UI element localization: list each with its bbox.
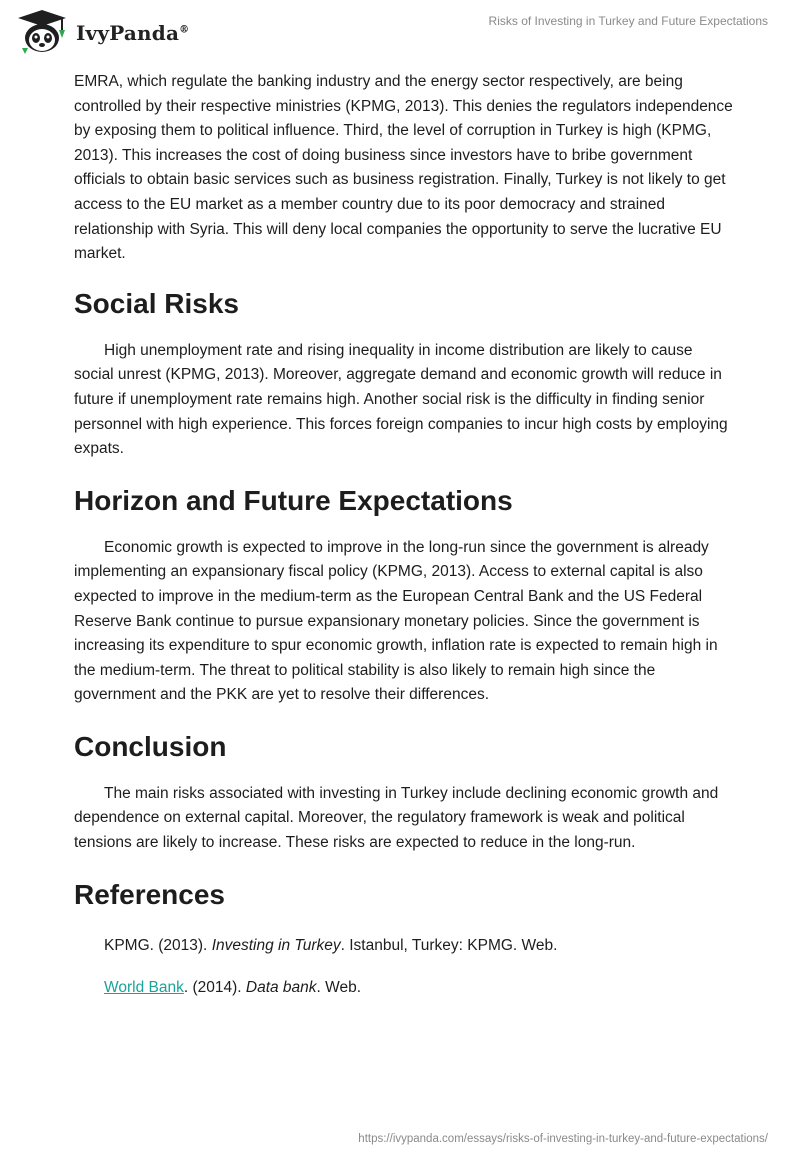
panda-graduation-cap-icon [14,8,70,54]
logo-text: IvyPanda® [76,21,190,45]
section-heading-conclusion: Conclusion [74,730,227,762]
reference-item: World Bank. (2014). Data bank. Web. [104,978,362,996]
footer-source-url: https://ivypanda.com/essays/risks-of-investing-in-turkey-and-future-expectations/ [358,1133,768,1145]
essay-content [74,70,734,1000]
document-title: Risks of Investing in Turkey and Future Expectations [488,14,768,28]
ivypanda-logo[interactable] [14,8,189,54]
reference-item: KPMG. (2013). Investing in Turkey. Istanbul, Turkey: KPMG. Web. [104,936,558,954]
section-heading-horizon: Horizon and Future Expectations [74,484,513,516]
page-header [0,0,800,62]
section-heading-references: References [74,878,225,910]
section-heading-social-risks: Social Risks [74,287,239,319]
intro-paragraph: EMRA, which regulate the banking industry and the energy sector respectively, are being controlled by their respective ministries (KPMG, 2013). This denies the regulators independence by exposing them to political influence. Third, the level of corruption in Turkey is high (KPMG, 2013). This increases the cost of doing business since investors have to bribe government officials to obtain basic services such as business registration. Finally, Turkey is not likely to get access to the EU market as a member country due to its poor democracy and strained relationship with Syria. This will deny local companies the opportunity to serve the lucrative EU market. [74,73,733,263]
world-bank-link[interactable]: World Bank [104,978,184,996]
section-paragraph-horizon: Economic growth is expected to improve in the long-run since the government is already implementing an expansionary fiscal policy (KPMG, 2013). Access to external capital is also expected to improve in the medium-term as the European Central Bank and the US Federal Reserve Bank continue to pursue expansionary monetary policies. Since the government is increasing its expenditure to spur economic growth, inflation rate is expected to remain high in the medium-term. The threat to political stability is also likely to remain high since the government and the PKK are yet to resolve their differences. [74,538,718,704]
section-paragraph-social-risks: High unemployment rate and rising inequality in income distribution are likely to cause social unrest (KPMG, 2013). Moreover, aggregate demand and economic growth will reduce in future if unemployment rate remains high. Another social risk is the difficulty in finding senior personnel with high experience. This forces foreign companies to incur high costs by employing expats. [74,341,728,458]
section-paragraph-conclusion: The main risks associated with investing in Turkey include declining economic growth and dependence on external capital. Moreover, the regulatory framework is weak and political tensions are likely to increase. These risks are expected to reduce in the long-run. [74,784,719,852]
